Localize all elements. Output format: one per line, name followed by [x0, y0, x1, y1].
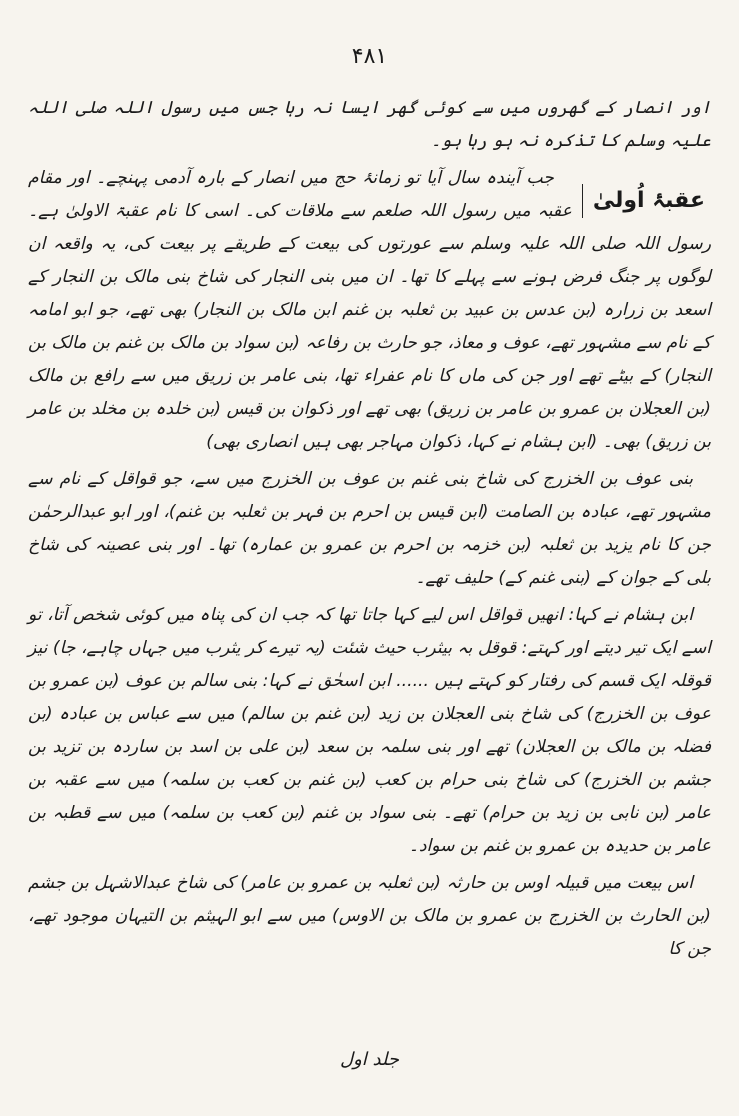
paragraph-3: ابن ہشام نے کہا: انھیں قواقل اس لیے کہا جاتا تھا کہ جب ان کی پناہ میں کوئی شخص آتا، تو اسے ایک تیر دیتے اور کہتے: قوقل بہ بیثرب حیث شئت (یہ تیرے کر یثرب میں جہاں چاہے، جا) نیز قوقلہ ایک قسم کی رفتار کو کہتے ہیں ...... ابن اسحٰق نے کہا: بنی سالم بن عوف (بن عمرو بن عوف بن الخزرج) کی شاخ بنی العجلان بن زید (بن غنم بن سالم) میں سے عباس بن عبادہ (بن فضلہ بن مالک بن العجلان) تھے اور بنی سلمہ بن سعد (بن علی بن اسد بن ساردہ بن تزید بن جشم بن الخزرج) کی شاخ بنی حرام بن کعب (بن غنم بن کعب بن سلمہ) میں سے عقبہ بن عامر (بن نابی بن زید بن حرام) تھے۔ بنی سواد بن غنم (بن کعب بن سلمہ) میں سے قطبہ بن عامر بن حدیدہ بن عمرو بن غنم بن سواد۔: [28, 605, 711, 856]
page-number: ۴۸۱: [351, 44, 388, 69]
paragraph-2: بنی عوف بن الخزرج کی شاخ بنی غنم بن عوف بن الخزرج میں سے، جو قواقل کے نام سے مشہور تھے، عبادہ بن الصامت (ابن قیس بن احرم بن فہر بن ثعلبہ بن غنم)، اور ابو عبدالرحمٰن جن کا نام یزید بن ثعلبہ (بن خزمہ بن احرم بن عمرو بن عمارہ) تھا۔ اور بنی عصینہ کی شاخ بلی کے جوان کے (بنی غنم کے) حلیف تھے۔: [28, 469, 711, 588]
page-footer: جلد اول: [339, 1049, 400, 1070]
section-paragraph: جب آیندہ سال آیا تو زمانۂ حج میں انصار کے بارہ آدمی پہنچے۔ اور مقام عقبہ میں رسول اللہ صلعم سے ملاقات کی۔ اسی کا نام عقبۃ الاولیٰ ہے۔ رسول اللہ صلی اللہ علیہ وسلم سے عورتوں کی بیعت کے طریقے پر بیعت کی، یہ واقعہ ان لوگوں پر جنگ فرض ہونے سے پہلے کا تھا۔ ان میں بنی النجار کی شاخ بنی مالک بن النجار کے اسعد بن زرارہ (بن عدس بن عبید بن ثعلبہ بن غنم ابن مالک بن النجار) بھی تھے، جو ابو امامہ کے نام سے مشہور تھے، عوف و معاذ، جو حارث بن رفاعہ (بن سواد بن مالک بن غنم بن مالک بن النجار) کے بیٹے تھے اور جن کی ماں کا نام عفراء تھا، بنی عامر بن زریق میں سے رافع بن مالک (بن العجلان بن عمرو بن عامر بن زریق) بھی تھے اور ذکوان بن قیس (بن خلدہ بن مخلد بن عامر بن زریق) بھی۔ (ابن ہشام نے کہا، ذکوان مہاجر بھی ہیں انصاری بھی): [28, 168, 711, 452]
section-heading: عقبۂ اُولیٰ: [582, 184, 711, 218]
page-body: [28, 92, 711, 970]
intro-paragraph: اور انصار کے گھروں میں سے کوئی گھر ایسا نہ رہا جس میں رسول اللہ صلی اللہ علیہ وسلم کا تذکرہ نہ ہو رہا ہو۔: [28, 98, 711, 151]
paragraph-4: اس بیعت میں قبیلہ اوس بن حارثہ (بن ثعلبہ بن عمرو بن عامر) کی شاخ عبدالاشہل بن جشم (بن الحارث بن الخزرج بن عمرو بن مالک بن الاوس) میں سے ابو الہیثم بن التیہان موجود تھے، جن کا: [28, 873, 711, 959]
aqaba-section: [28, 162, 711, 459]
